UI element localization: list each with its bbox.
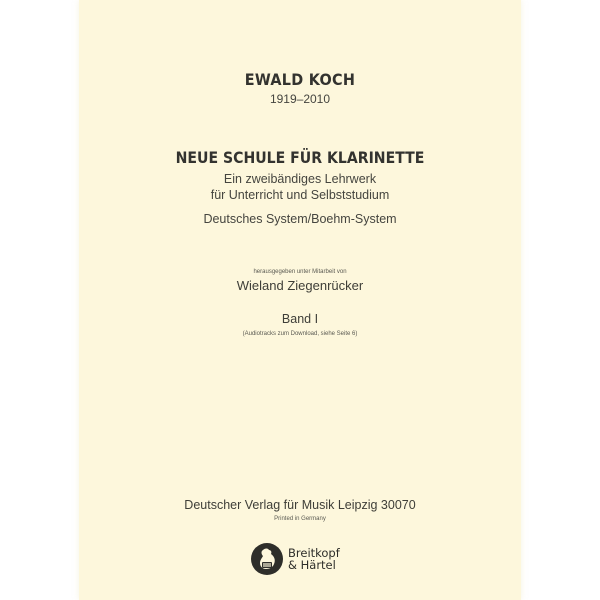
subtitle-line-2: für Unterricht und Selbststudium [210, 188, 390, 202]
breitkopf-bear-icon [251, 543, 283, 575]
editor-note: herausgegeben unter Mitarbeit von [253, 269, 347, 275]
subtitle-line-1: Ein zweibändiges Lehrwerk [223, 172, 377, 186]
logo-line-1: Breitkopf [288, 546, 340, 560]
logo-line-2: & Härtel [288, 558, 336, 572]
author-name: EWALD KOCH [244, 70, 356, 89]
publisher-logo [251, 543, 340, 575]
book-title: NEUE SCHULE FÜR KLARINETTE [175, 148, 425, 167]
editor-name: Wieland Ziegenrücker [236, 278, 364, 293]
printed-note: Printed in Germany [274, 516, 326, 522]
subtitle-line-3: Deutsches System/Boehm-System [203, 212, 397, 226]
logo-text [288, 547, 340, 571]
volume-label: Band I [281, 312, 319, 326]
author-years: 1919–2010 [269, 92, 331, 106]
audio-note: (Audiotracks zum Download, siehe Seite 6) [242, 331, 358, 337]
publisher-line: Deutscher Verlag für Musik Leipzig 30070 [184, 498, 416, 512]
book-cover [79, 0, 521, 600]
